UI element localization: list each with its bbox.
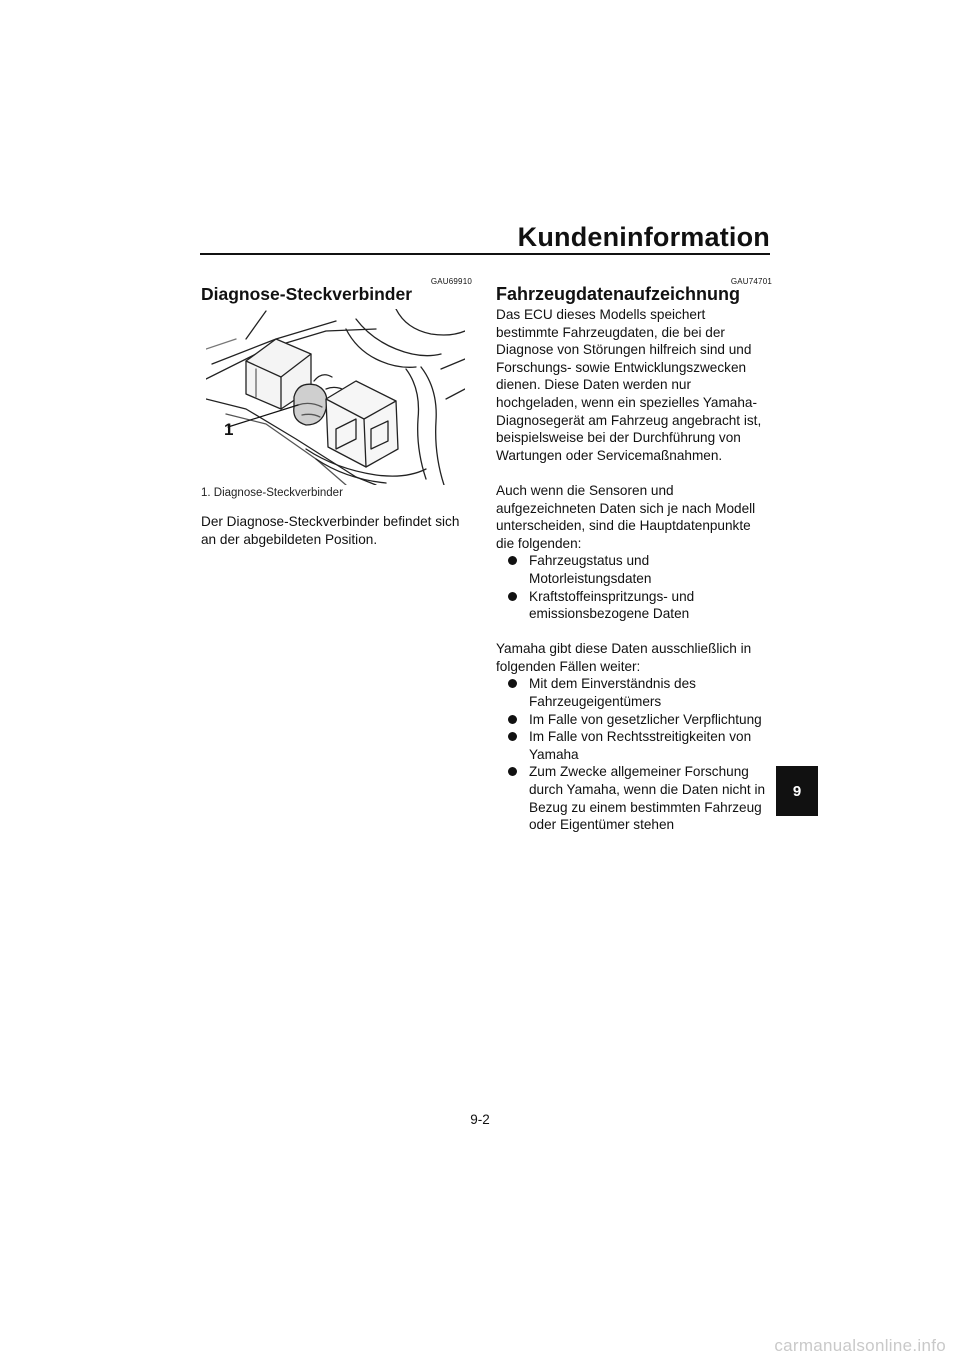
figure-callout-number: 1 [224, 420, 234, 439]
list-item: Kraftstoffeinspritzungs- und emissionsbezogene Daten [508, 588, 771, 623]
header-rule [200, 253, 770, 255]
paragraph-gap [496, 623, 771, 641]
section-title-diagnose: Diagnose-Steckverbinder [201, 284, 413, 304]
list-item: Mit dem Einverständnis des Fahrzeugeigentümers [508, 675, 771, 710]
page-header-title: Kundeninformation [517, 222, 770, 252]
list-item: Zum Zwecke allgemeiner Forschung durch Yamaha, wenn die Daten nicht in Bezug zu einem bestimmten Fahrzeug oder Eigentümer stehen [508, 763, 771, 833]
figure-caption: 1. Diagnose-Steckverbinder [201, 487, 343, 499]
list-item: Im Falle von gesetzlicher Verpflichtung [508, 711, 771, 729]
sharing-cases-list [508, 675, 771, 833]
diagnose-connector-figure [206, 309, 465, 485]
page-number: 9-2 [470, 1112, 490, 1127]
section-code-left: GAU69910 [430, 277, 472, 286]
list-item: Im Falle von Rechtsstreitigkeiten von Yamaha [508, 728, 771, 763]
list-item: Fahrzeugstatus und Motorleistungsdaten [508, 552, 771, 587]
fahrzeugdaten-content [496, 306, 771, 834]
paragraph-sharing: Yamaha gibt diese Daten ausschließlich in folgenden Fällen weiter: [496, 641, 752, 674]
chapter-tab: 9 [776, 766, 818, 816]
paragraph-datapoints: Auch wenn die Sensoren und aufgezeichneten Daten sich je nach Modell unterscheiden, sind die Hauptdatenpunkte die folgenden: [496, 482, 756, 551]
section-code-right: GAU74701 [730, 277, 772, 286]
watermark-text: carmanualsonline.info [774, 1336, 946, 1355]
paragraph-intro: Das ECU dieses Modells speichert bestimmte Fahrzeugdaten, die bei der Diagnose von Störungen hilfreich sind und Forschungs- sowie Entwicklungszwecken dienen. Diese Daten werden nur hochgeladen, wenn ein spezielles Yamaha-Diagnosegerät am Fahrzeug angebracht ist, beispielsweise bei der Durchführung von Wartungen oder Servicemaßnahmen. [496, 307, 762, 463]
paragraph-gap [496, 464, 771, 482]
diagnose-body-text: Der Diagnose-Steckverbinder befindet sich an der abgebildeten Position. [201, 514, 460, 547]
section-title-fahrzeugdaten: Fahrzeugdatenaufzeichnung [496, 284, 741, 304]
datapoints-list [508, 552, 771, 622]
